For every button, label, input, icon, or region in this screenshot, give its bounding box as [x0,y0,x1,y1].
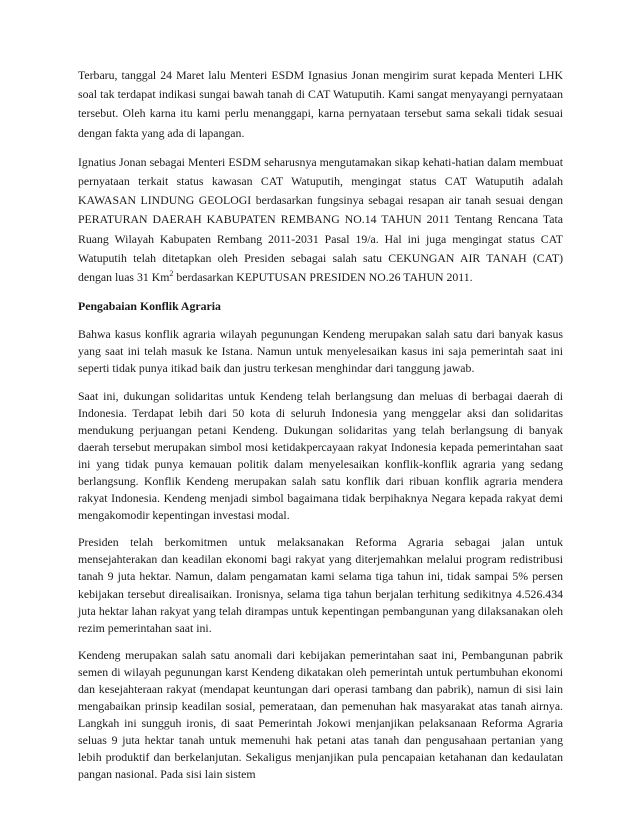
superscript-squared: 2 [169,269,174,279]
paragraph-anomali: Kendeng merupakan salah satu anomali dari kebijakan pemerintahan saat ini, Pembangunan pabrik semen di wilayah pegunungan karst Kendeng dikatakan oleh pemerintah untuk pertumbuhan ekonomi dan kesejahteraan rakyat (mendapat keuntungan dari operasi tambang dan pabrik), namun di sisi lain mengabaikan prinsip keadilan sosial, pemerataan, dan pemenuhan hak masyarakat atas tanah airnya. Langkah ini sungguh ironis, di saat Pemerintah Jokowi menjanjikan pelaksanaan Reforma Agraria seluas 9 juta hektar tanah untuk memenuhi hak petani atas tanah dan pengusahaan pertanian yang lebih produktif dan berkelanjutan. Sekaligus menjanjikan pula pencapaian ketahanan dan kedaulatan pangan nasional. Pada sisi lain sistem [78,647,563,782]
paragraph-jonan-text-end: berdasarkan KEPUTUSAN PRESIDEN NO.26 TAHUN 2011. [173,270,473,285]
paragraph-jonan-text: Ignatius Jonan sebagai Menteri ESDM seharusnya mengutamakan sikap kehati-hatian dalam membuat pernyataan terkait status kawasan CAT Watuputih, mengingat status CAT Watuputih adalah KAWASAN LINDUNG GEOLOGI berdasarkan fungsinya sebagai resapan air tanah sesuai dengan PERATURAN DAERAH KABUPATEN REMBANG NO.14 TAHUN 2011 Tentang Rencana Tata Ruang Wilayah Kabupaten Rembang 2011-2031 Pasal 19/a. Hal ini juga mengingat status CAT Watuputih telah ditetapkan oleh Presiden sebagai salah satu CEKUNGAN AIR TANAH (CAT) dengan luas 31 Km [78,154,563,285]
paragraph-solidaritas: Saat ini, dukungan solidaritas untuk Kendeng telah berlangsung dan meluas di berbagai daerah di Indonesia. Terdapat lebih dari 50 kota di seluruh Indonesia yang menggelar aksi dan solidaritas mendukung perjuangan petani Kendeng. Dukungan solidaritas yang telah berlangsung di banyak daerah tersebut merupakan simbol mosi ketidakpercayaan rakyat Indonesia kepada pemerintahan saat ini yang tidak punya kemauan politik dalam menyelesaikan konflik-konflik agraria yang sedang berlangsung. Konflik Kendeng merupakan salah satu konflik dari ribuan konflik agraria mendera rakyat Indonesia. Kendeng menjadi simbol bagaimana tidak berpihaknya Negara kepada rakyat demi mengakomodir kepentingan investasi modal. [78,388,563,523]
paragraph-intro: Terbaru, tanggal 24 Maret lalu Menteri ESDM Ignasius Jonan mengirim surat kepada Menteri LHK soal tak terdapat indikasi sungai bawah tanah di CAT Watuputih. Kami sangat menyayangi pernyataan tersebut. Oleh karna itu kami perlu menanggapi, karna pernyataan tersebut sama sekali tidak sesuai dengan fakta yang ada di lapangan. [78,68,563,140]
paragraph-konflik: Bahwa kasus konflik agraria wilayah pegunungan Kendeng merupakan salah satu dari banyak kasus yang saat ini telah masuk ke Istana. Namun untuk menyelesaikan kasus ini saja pemerintah saat ini seperti tidak punya itikad baik dan justru terkesan menghindar dari tanggung jawab. [78,327,563,376]
paragraph-reforma: Presiden telah berkomitmen untuk melaksanakan Reforma Agraria sebagai jalan untuk mensejahterakan dan keadilan ekonomi bagi rakyat yang diterjemahkan melalui program redistribusi tanah 9 juta hektar. Namun, dalam pengamatan kami selama tiga tahun ini, tidak sampai 5% persen kebijakan tersebut direalisaikan. Ironisnya, selama tiga tahun berjalan terhitung sedikitnya 4.526.434 juta hektar lahan rakyat yang telah dirampas untuk kepentingan pembangunan yang dilaksanakan oleh rezim pemerintahan saat ini. [78,535,563,635]
paragraph-jonan [78,153,563,287]
document-page [78,66,563,794]
section-heading: Pengabaian Konflik Agraria [78,299,221,314]
